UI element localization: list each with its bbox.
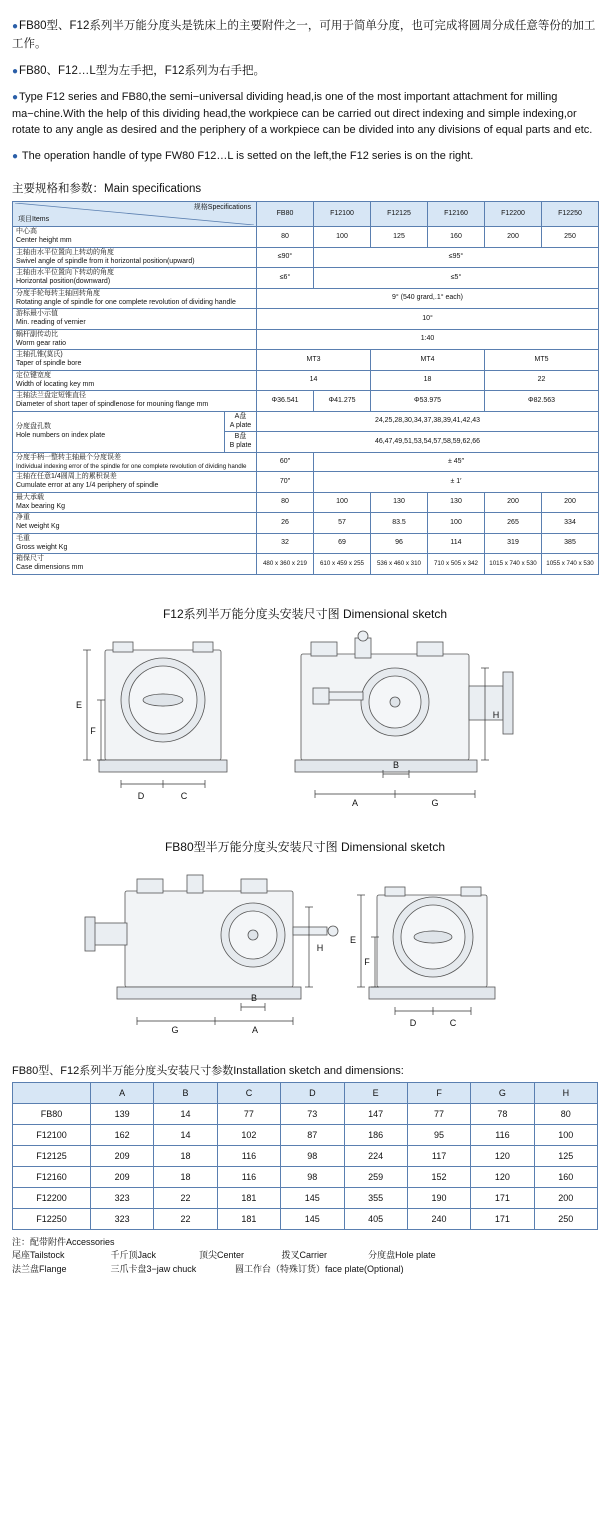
table-row	[13, 370, 599, 391]
row-label: 游标最小示值 Min. reading of vernier	[13, 309, 257, 330]
cell-value: 1:40	[257, 329, 599, 350]
cell-value: 14	[257, 370, 371, 391]
spec-section-title: 主要规格和参数：Main specifications	[12, 183, 202, 196]
cell-value: 200	[485, 492, 542, 513]
bullet-icon: ●	[12, 65, 19, 77]
dimensions-table	[12, 1082, 598, 1230]
cell-value: 78	[471, 1103, 534, 1124]
fb80-figure-title: FB80型半万能分度头安装尺寸图 Dimensional sketch	[164, 839, 446, 854]
dim-label-E: E	[75, 699, 83, 710]
cell-value: 147	[344, 1103, 407, 1124]
dimensions-section-title: FB80型、F12系列半万能分度头安装尺寸参数Installation sketch and dimensions:	[12, 1064, 404, 1077]
cell-value: 125	[534, 1145, 597, 1166]
accessories-notes	[12, 1236, 598, 1277]
accessory-tailstock: 尾座Tailstock	[12, 1250, 65, 1261]
cell-value: 323	[91, 1208, 154, 1229]
header-spec-label: 规格Specifications	[193, 204, 251, 212]
cell-value: 200	[485, 227, 542, 248]
dim-row-model: FB80	[13, 1103, 91, 1124]
cell-value: 240	[407, 1208, 470, 1229]
table-row	[13, 247, 599, 268]
bullet-icon: ●	[12, 150, 19, 162]
cell-value: 100	[314, 227, 371, 248]
cell-value: 96	[371, 533, 428, 554]
cell-value: 200	[542, 492, 599, 513]
dim-row-model: F12160	[13, 1166, 91, 1187]
cell-value: 10°	[257, 309, 599, 330]
dim-header-row	[13, 1082, 598, 1103]
cell-value: 69	[314, 533, 371, 554]
table-row	[13, 391, 599, 412]
cell-value: 480 x 360 x 219	[257, 554, 314, 575]
cell-value: 171	[471, 1187, 534, 1208]
table-row	[13, 1208, 598, 1229]
table-row	[13, 452, 599, 472]
cell-value: 46,47,49,51,53,54,57,58,59,62,66	[257, 432, 599, 453]
table-row	[13, 1166, 598, 1187]
bullet-icon: ●	[12, 21, 19, 32]
cell-value: Φ36.541	[257, 391, 314, 412]
header-corner-cell	[13, 202, 257, 227]
table-row	[13, 1187, 598, 1208]
dim-label-C: C	[180, 790, 188, 801]
dim-label-H: H	[316, 942, 324, 953]
notes-line-1: 注：配带附件Accessories	[12, 1236, 115, 1247]
cell-value: 224	[344, 1145, 407, 1166]
accessory-3jaw-chuck: 三爪卡盘3−jaw chuck	[110, 1263, 197, 1274]
table-row	[13, 411, 599, 432]
cell-value: 116	[217, 1145, 280, 1166]
cell-value: 181	[217, 1187, 280, 1208]
cell-value: 250	[542, 227, 599, 248]
table-header-row	[13, 202, 599, 227]
cell-value: 1015 x 740 x 530	[485, 554, 542, 575]
cell-value: 14	[154, 1124, 217, 1145]
dim-header-f: F	[407, 1082, 470, 1103]
cell-value: 87	[281, 1124, 344, 1145]
dim-label-A: A	[251, 1024, 259, 1035]
cell-value: ≤6°	[257, 268, 314, 289]
cell-value: MT5	[485, 350, 599, 371]
cell-value: 116	[217, 1166, 280, 1187]
cell-value: 125	[371, 227, 428, 248]
cell-value: 186	[344, 1124, 407, 1145]
cell-value: 117	[407, 1145, 470, 1166]
header-model-f12125: F12125	[371, 202, 428, 227]
cell-value: 22	[154, 1187, 217, 1208]
cell-value: 77	[407, 1103, 470, 1124]
cell-value: 22	[154, 1208, 217, 1229]
cell-value: 334	[542, 513, 599, 534]
table-row	[13, 554, 599, 575]
cell-value: 209	[91, 1145, 154, 1166]
cell-value: 100	[428, 513, 485, 534]
dim-row-model: F12125	[13, 1145, 91, 1166]
row-label: 主轴法兰盘定短锥直径 Diameter of short taper of spindlenose for mouning flange mm	[13, 391, 257, 412]
accessory-face-plate: 圆工作台（特殊订货）face plate(Optional)	[235, 1263, 404, 1274]
cell-value: 200	[534, 1187, 597, 1208]
cell-value: 80	[257, 492, 314, 513]
cell-value: 405	[344, 1208, 407, 1229]
f12-figure	[12, 628, 598, 808]
cell-value: 130	[371, 492, 428, 513]
cell-value: 114	[428, 533, 485, 554]
cell-value: 181	[217, 1208, 280, 1229]
cell-value: MT3	[257, 350, 371, 371]
accessory-jack: 千斤顶Jack	[110, 1250, 157, 1261]
dim-label-G: G	[431, 797, 439, 808]
bullet-icon: ●	[12, 92, 19, 104]
sub-label-b-plate: B盘 B plate	[225, 432, 257, 453]
table-row	[13, 227, 599, 248]
table-row	[13, 1124, 598, 1145]
cell-value: 120	[471, 1166, 534, 1187]
header-model-f12250: F12250	[542, 202, 599, 227]
spec-table-body	[13, 227, 599, 575]
cell-value: 98	[281, 1166, 344, 1187]
cell-value: ≤5°	[314, 268, 599, 289]
dim-header-blank	[13, 1082, 91, 1103]
cell-value: 385	[542, 533, 599, 554]
cell-value: 60″	[257, 452, 314, 472]
header-model-fb80: FB80	[257, 202, 314, 227]
cell-value: 100	[314, 492, 371, 513]
cell-value: ≤90°	[257, 247, 314, 268]
cell-value: Φ41.275	[314, 391, 371, 412]
row-label: 净重 Net weight Kg	[13, 513, 257, 534]
table-row	[13, 350, 599, 371]
cell-value: 9° (540 grard,.1° each)	[257, 288, 599, 309]
dim-label-H: H	[492, 709, 500, 720]
cell-value: 57	[314, 513, 371, 534]
header-model-f12200: F12200	[485, 202, 542, 227]
cell-value: 190	[407, 1187, 470, 1208]
row-label: 主轴由水平位置向下转动的角度 Horizontal position(downward)	[13, 268, 257, 289]
cell-value: 209	[91, 1166, 154, 1187]
cell-value: 116	[471, 1124, 534, 1145]
intro-en-text-2: The operation handle of type FW80 F12…L is setted on the left,the F12 series is on the right.	[21, 149, 474, 162]
cell-value: 1055 x 740 x 530	[542, 554, 599, 575]
fb80-dimensional-sketch	[65, 861, 545, 1036]
cell-value: 259	[344, 1166, 407, 1187]
table-row	[13, 492, 599, 513]
table-row	[13, 288, 599, 309]
row-label: 分度手轮每转主轴回转角度 Rotating angle of spindle for one complete revolution of dividing handle	[13, 288, 257, 309]
cell-value: 18	[154, 1145, 217, 1166]
dim-label-D: D	[137, 790, 145, 801]
intro-en-para-2	[12, 148, 598, 165]
dim-row-model: F12200	[13, 1187, 91, 1208]
cell-value: 152	[407, 1166, 470, 1187]
intro-cn-para-2	[12, 63, 598, 81]
dim-header-e: E	[344, 1082, 407, 1103]
row-label: 中心高 Center height mm	[13, 227, 257, 248]
cell-value: MT4	[371, 350, 485, 371]
table-row	[13, 533, 599, 554]
dim-header-b: B	[154, 1082, 217, 1103]
intro-en-text-1: Type F12 series and FB80,the semi−universal dividing head,is one of the most important attachment for milling ma−chine.With the help of this dividing head,the workpiece can be carried out direct indexing and simple indexing,or rotate to any angle as desired and the periphery of a workpiece can be divided into any divisions of equal parts and etc.	[12, 91, 593, 137]
cell-value: 18	[371, 370, 485, 391]
row-label: 毛重 Gross weight Kg	[13, 533, 257, 554]
main-specifications-table	[12, 201, 599, 575]
cell-value: 319	[485, 533, 542, 554]
row-label: 定位键宽度 Width of locating key mm	[13, 370, 257, 391]
cell-value: 18	[154, 1166, 217, 1187]
accessory-flange: 法兰盘Flange	[12, 1263, 67, 1274]
dim-header-g: G	[471, 1082, 534, 1103]
cell-value: 32	[257, 533, 314, 554]
table-row	[13, 472, 599, 493]
cell-value: 323	[91, 1187, 154, 1208]
dim-label-B: B	[250, 992, 258, 1003]
dim-label-F: F	[364, 956, 370, 967]
cell-value: Φ82.563	[485, 391, 599, 412]
table-row	[13, 329, 599, 350]
row-label: 主轴在任意1/4圆周上的累积误差 Cumulate error at any 1/4 periphery of spindle	[13, 472, 257, 493]
cell-value: 130	[428, 492, 485, 513]
cell-value: 83.5	[371, 513, 428, 534]
notes-line-3	[12, 1263, 598, 1277]
cell-value: 14	[154, 1103, 217, 1124]
accessory-hole-plate: 分度盘Hole plate	[368, 1250, 436, 1261]
dim-header-h: H	[534, 1082, 597, 1103]
table-row	[13, 309, 599, 330]
cell-value: 77	[217, 1103, 280, 1124]
row-label: 分度盘孔数 Hole numbers on index plate	[13, 411, 225, 452]
dim-label-D: D	[409, 1017, 417, 1028]
cell-value: ± 1′	[314, 472, 599, 493]
intro-en-para-1	[12, 89, 598, 139]
cell-value: 24,25,28,30,34,37,38,39,41,42,43	[257, 411, 599, 432]
dim-row-model: F12100	[13, 1124, 91, 1145]
cell-value: 98	[281, 1145, 344, 1166]
dim-label-F: F	[90, 725, 96, 736]
cell-value: 265	[485, 513, 542, 534]
cell-value: 250	[534, 1208, 597, 1229]
cell-value: 102	[217, 1124, 280, 1145]
cell-value: 162	[91, 1124, 154, 1145]
dim-label-E: E	[349, 934, 357, 945]
cell-value: 145	[281, 1187, 344, 1208]
cell-value: 80	[534, 1103, 597, 1124]
intro-cn-text-1: FB80型、F12系列半万能分度头是铣床上的主要附件之一，可用于简单分度，也可完成将圆周分成任意等份的加工工作。	[12, 20, 596, 50]
cell-value: Φ53.975	[371, 391, 485, 412]
accessory-carrier: 拨叉Carrier	[281, 1250, 328, 1261]
header-items-label: 项目Items	[18, 215, 50, 223]
row-label: 最大承载 Max bearing Kg	[13, 492, 257, 513]
cell-value: 171	[471, 1208, 534, 1229]
cell-value: 610 x 459 x 255	[314, 554, 371, 575]
dim-label-B: B	[392, 759, 400, 770]
cell-value: ≤95°	[314, 247, 599, 268]
sub-label-a-plate: A盘 A plate	[225, 411, 257, 432]
cell-value: 120	[471, 1145, 534, 1166]
header-model-f12100: F12100	[314, 202, 371, 227]
row-label: 主轴由水平位置向上转动的角度 Swivel angle of spindle from it horizontal position(upward)	[13, 247, 257, 268]
cell-value: 70″	[257, 472, 314, 493]
cell-value: 139	[91, 1103, 154, 1124]
f12-dimensional-sketch	[65, 628, 545, 808]
cell-value: ± 45″	[314, 452, 599, 472]
cell-value: 100	[534, 1124, 597, 1145]
cell-value: 22	[485, 370, 599, 391]
cell-value: 160	[534, 1166, 597, 1187]
cell-value: 73	[281, 1103, 344, 1124]
dim-label-A: A	[351, 797, 359, 808]
cell-value: 145	[281, 1208, 344, 1229]
row-label: 主轴孔锥(莫氏) Taper of spindle bore	[13, 350, 257, 371]
row-label: 分度手柄一整转主轴最个分度误差 Individual indexing error of the spindle for one complete revolution of dividing handle	[13, 452, 257, 472]
f12-figure-title: F12系列半万能分度头安装尺寸图 Dimensional sketch	[162, 606, 448, 621]
table-row	[13, 1145, 598, 1166]
dim-row-model: F12250	[13, 1208, 91, 1229]
row-label: 蜗杆副传动比 Worm gear ratio	[13, 329, 257, 350]
cell-value: 355	[344, 1187, 407, 1208]
intro-section	[12, 0, 598, 164]
table-row	[13, 513, 599, 534]
dim-header-d: D	[281, 1082, 344, 1103]
cell-value: 80	[257, 227, 314, 248]
accessory-center: 顶尖Center	[199, 1250, 245, 1261]
table-row	[13, 1103, 598, 1124]
cell-value: 26	[257, 513, 314, 534]
cell-value: 95	[407, 1124, 470, 1145]
fb80-figure	[12, 861, 598, 1036]
notes-line-2	[12, 1249, 598, 1263]
cell-value: 536 x 460 x 310	[371, 554, 428, 575]
dim-label-G: G	[171, 1024, 179, 1035]
header-model-f12160: F12160	[428, 202, 485, 227]
table-row	[13, 268, 599, 289]
intro-cn-text-2: FB80、F12…L型为左手把，F12系列为右手把。	[19, 64, 266, 77]
dim-header-c: C	[217, 1082, 280, 1103]
cell-value: 160	[428, 227, 485, 248]
intro-cn-para-1	[12, 18, 598, 54]
dim-label-C: C	[449, 1017, 457, 1028]
row-label: 箱保尺寸 Case dimensions mm	[13, 554, 257, 575]
cell-value: 710 x 505 x 342	[428, 554, 485, 575]
dim-header-a: A	[91, 1082, 154, 1103]
